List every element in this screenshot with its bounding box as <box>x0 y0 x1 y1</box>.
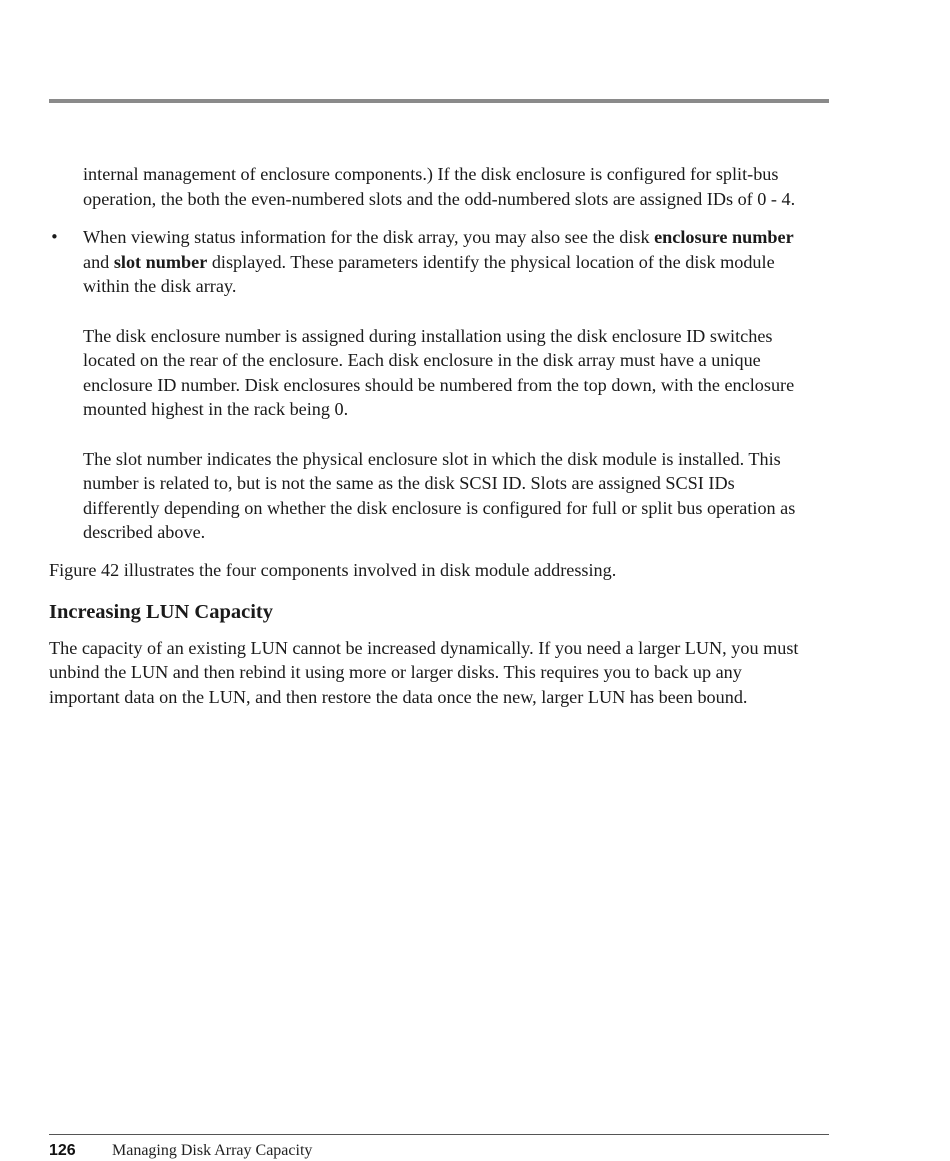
slot-number-paragraph: The slot number indicates the physical enclosure slot in which the disk module is installed. This number is related to, but is not the same as the disk SCSI ID. Slots are assigned SCSI IDs differently depending on whether the disk enclosure is configured for full or split bus operation as described above. <box>83 448 796 543</box>
bullet-connector-text: and <box>83 227 803 272</box>
figure-reference-paragraph: Figure 42 illustrates the four components involved in disk module addressing. <box>49 559 617 580</box>
section-heading: Increasing LUN Capacity <box>49 600 273 623</box>
bullet-intro-text: When viewing status information for the disk array, you may also see the disk <box>83 227 655 248</box>
bullet-rest-text: displayed. These parameters identify the physical location of the disk module within the disk array. <box>83 251 775 297</box>
footer-rule <box>49 1134 829 1135</box>
header-rule <box>49 99 829 103</box>
page-content <box>49 162 809 709</box>
bullet-marker: • <box>50 228 59 247</box>
term-slot-number: slot number <box>113 251 208 272</box>
page-number: 126 <box>49 1142 76 1159</box>
enclosure-number-paragraph: The disk enclosure number is assigned during installation using the disk enclosure ID switches located on the rear of the enclosure. Each disk enclosure in the disk array must have a unique enclosure ID number. Disk enclosures should be numbered from the top down, with the enclosure mounted highest in the rack being 0. <box>83 325 795 420</box>
continued-paragraph: internal management of enclosure components.) If the disk enclosure is configured for split-bus operation, the both the even-numbered slots and the odd-numbered slots are assigned IDs of 0 - 4. <box>83 164 796 209</box>
footer-chapter-title: Managing Disk Array Capacity <box>112 1142 313 1159</box>
bullet-list-item <box>49 225 809 545</box>
term-enclosure-number: enclosure number <box>654 227 794 248</box>
section-body-paragraph: The capacity of an existing LUN cannot be increased dynamically. If you need a larger LUN, you must unbind the LUN and then rebind it using more or larger disks. This requires you to back up any important data on the LUN, and then restore the data once the new, larger LUN has been bound. <box>49 637 799 707</box>
bullet-intro-paragraph <box>83 225 809 299</box>
